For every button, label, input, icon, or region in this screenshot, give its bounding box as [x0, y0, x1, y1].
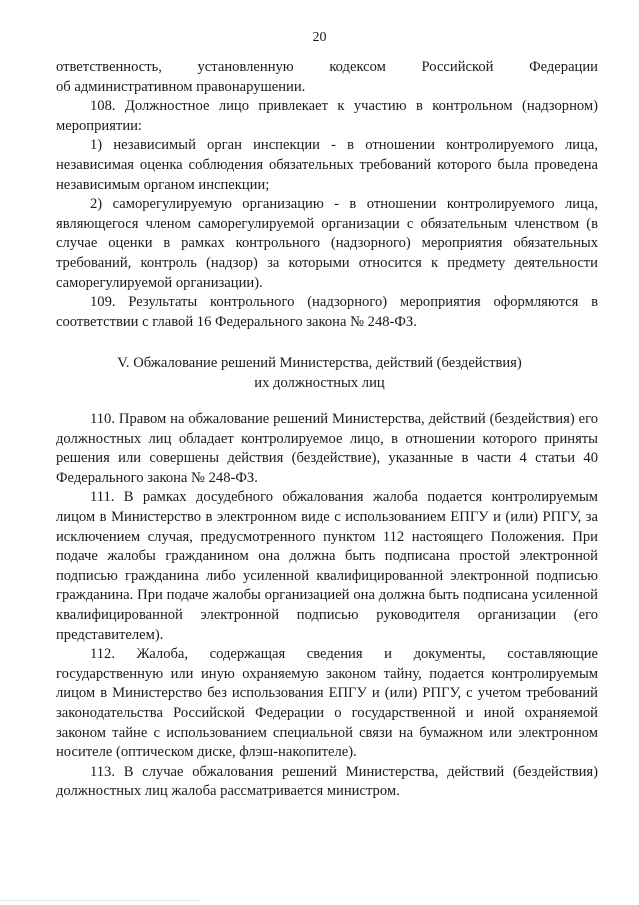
scan-edge-line [0, 900, 200, 901]
continuation-line: об административном правонарушении. [56, 78, 306, 95]
document-body-bottom [56, 410, 598, 802]
paragraph-108-item-2: 2) саморегулируемую организацию - в отношении контролируемого лица, являющегося членом саморегулируемой организации с обязательным членством (в случае оценки в рамках контрольного (надзорного) мероприятия обязательных требований, контроль (надзор) за которыми относится к предмету деятельности саморегулируемой организации). [56, 196, 598, 291]
section-heading-line-2: их должностных лиц [254, 375, 385, 391]
section-heading [0, 353, 639, 393]
page-number: 20 [312, 30, 327, 45]
paragraph-108: 108. Должностное лицо привлекает к участию в контрольном (надзорном) мероприятии: [56, 98, 598, 134]
paragraph-111: 111. В рамках досудебного обжалования жалоба подается контролируемым лицом в Министерство в электронном виде с использованием ЕПГУ и (или) РПГУ, за исключением случая, предусмотренного пунктом 112 настоящего Положения. При подаче жалобы гражданином она должна быть подписана простой электронной подписью гражданина либо усиленной квалифицированной электронной подписью гражданина. При подаче жалобы организацией она должна быть подписана усиленной квалифицированной электронной подписью руководителя организации (его представителем). [56, 489, 598, 643]
paragraph-110: 110. Правом на обжалование решений Министерства, действий (бездействия) его должностных лиц обладает контролируемое лицо, в отношении которого приняты решения или совершены действия (бездействие), указанные в части 4 статьи 40 Федерального закона № 248-ФЗ. [56, 411, 598, 486]
paragraph-109: 109. Результаты контрольного (надзорного) мероприятия оформляются в соответствии с главой 16 Федерального закона № 248-ФЗ. [56, 294, 598, 330]
paragraph-108-item-1: 1) независимый орган инспекции - в отношении контролируемого лица, независимая оценка соблюдения обязательных требований которого была проведена независимым органом инспекции; [56, 137, 598, 193]
document-body-top [56, 58, 598, 332]
paragraph-112: 112. Жалоба, содержащая сведения и документы, составляющие государственную или иную охраняемую законом тайну, подается контролируемым лицом в Министерство без использования ЕПГУ и (или) РПГУ, с учетом требований законодательства Российской Федерации о государственной и иной охраняемой законом тайне с использованием специальной связи на бумажном или электронном носителе (оптическом диске, флэш-накопителе). [56, 646, 598, 761]
continuation-line: ответственность, установленную кодексом Российской Федерации [56, 59, 598, 75]
paragraph-113: 113. В случае обжалования решений Министерства, действий (бездействия) должностных лиц жалоба рассматривается министром. [56, 763, 598, 800]
section-heading-line-1: V. Обжалование решений Министерства, действий (бездействия) [117, 355, 522, 371]
